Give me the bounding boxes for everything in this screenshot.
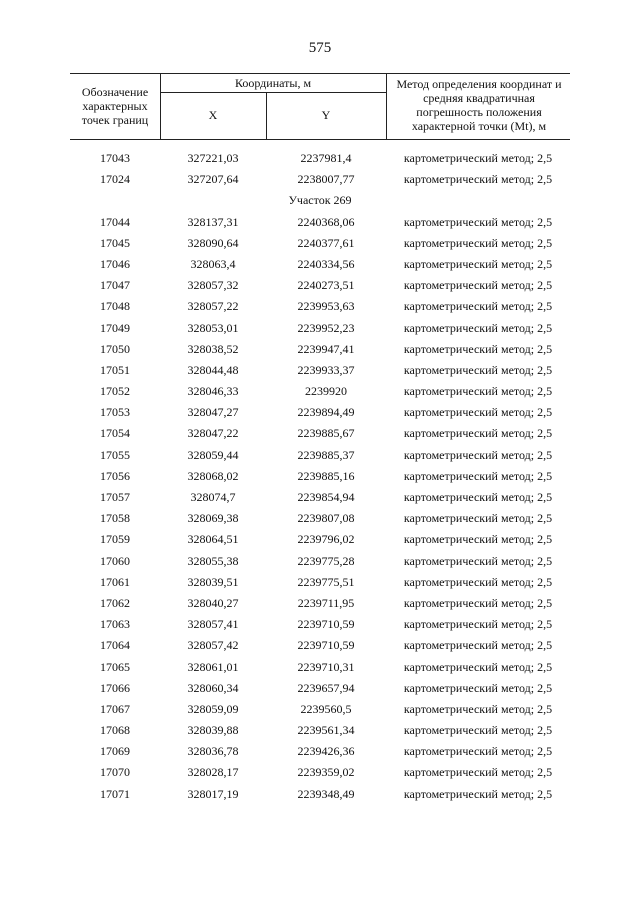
point-id-cell: 17059	[100, 532, 130, 547]
method-cell: картометрический метод; 2,5	[403, 256, 553, 271]
y-cell: 2239775,28	[297, 553, 355, 568]
method-cell: картометрический метод; 2,5	[403, 405, 553, 420]
table-row	[70, 275, 570, 296]
point-id-cell: 17050	[100, 341, 130, 356]
method-cell: картометрический метод; 2,5	[403, 574, 553, 589]
point-id-cell: 17063	[100, 617, 130, 632]
y-cell: 2239807,08	[297, 511, 355, 526]
y-cell: 2239710,31	[297, 659, 355, 674]
method-cell: картометрический метод; 2,5	[403, 320, 553, 335]
point-id-cell: 17058	[100, 511, 130, 526]
y-cell: 2239775,51	[297, 574, 355, 589]
table-row	[70, 784, 570, 805]
col-divider	[386, 73, 387, 140]
x-cell: 328047,27	[187, 405, 239, 420]
y-cell: 2239796,02	[297, 532, 355, 547]
table-row	[70, 148, 570, 169]
x-cell: 328057,22	[187, 299, 239, 314]
method-cell: картометрический метод; 2,5	[403, 511, 553, 526]
x-cell: 328017,19	[187, 786, 239, 801]
point-id-cell: 17066	[100, 680, 130, 695]
x-cell: 328068,02	[187, 468, 239, 483]
header-coordinates: Координаты, м	[234, 76, 312, 90]
point-id-cell: 17055	[100, 447, 130, 462]
y-cell: 2239657,94	[297, 680, 355, 695]
page-number: 575	[308, 40, 332, 56]
method-cell: картометрический метод; 2,5	[403, 468, 553, 483]
point-id-cell: 17053	[100, 405, 130, 420]
x-cell: 328057,41	[187, 617, 239, 632]
y-cell: 2239426,36	[297, 744, 355, 759]
header-x: X	[208, 108, 218, 122]
point-id-cell: 17048	[100, 299, 130, 314]
point-id-cell: 17057	[100, 490, 130, 504]
point-id-cell: 17056	[100, 468, 130, 483]
table-row	[70, 423, 570, 444]
y-cell: 2239854,94	[297, 490, 355, 504]
x-cell: 328059,09	[187, 701, 239, 716]
y-cell: 2239933,37	[297, 362, 355, 377]
y-cell: 2239561,34	[297, 723, 355, 738]
coordinates-divider	[160, 92, 386, 93]
table-body	[70, 148, 570, 805]
method-cell: картометрический метод; 2,5	[403, 341, 553, 356]
table-row	[70, 254, 570, 275]
method-cell: картометрический метод; 2,5	[403, 426, 553, 441]
method-cell: картометрический метод; 2,5	[403, 532, 553, 547]
method-cell: картометрический метод; 2,5	[403, 553, 553, 568]
y-cell: 2239952,23	[297, 320, 355, 335]
x-cell: 328046,33	[187, 384, 239, 399]
x-cell: 328039,88	[187, 723, 239, 738]
x-cell: 327207,64	[187, 172, 239, 187]
method-cell: картометрический метод; 2,5	[403, 362, 553, 377]
method-cell: картометрический метод; 2,5	[403, 214, 553, 229]
y-cell: 2239947,41	[297, 341, 355, 356]
table-row	[70, 466, 570, 487]
y-cell: 2239920	[305, 384, 347, 399]
table-row	[70, 551, 570, 572]
x-cell: 328059,44	[187, 447, 239, 462]
table-row	[70, 296, 570, 317]
table-row	[70, 169, 570, 190]
point-id-cell: 17068	[100, 723, 130, 738]
point-id-cell: 17067	[100, 701, 130, 716]
method-cell: картометрический метод; 2,5	[403, 701, 553, 716]
point-id-cell: 17052	[100, 384, 130, 399]
x-cell: 328074,7	[190, 490, 236, 504]
y-cell: 2240368,06	[297, 214, 355, 229]
table-row	[70, 529, 570, 550]
point-id-cell: 17069	[100, 744, 130, 759]
table-row	[70, 699, 570, 720]
header-top-rule	[70, 73, 570, 74]
method-cell: картометрический метод; 2,5	[403, 172, 553, 187]
x-cell: 328069,38	[187, 511, 239, 526]
method-cell: картометрический метод; 2,5	[403, 659, 553, 674]
point-id-cell: 17060	[100, 553, 130, 568]
table-row	[70, 318, 570, 339]
x-cell: 328039,51	[187, 574, 239, 589]
point-id-cell: 17065	[100, 659, 130, 674]
method-cell: картометрический метод; 2,5	[403, 235, 553, 250]
point-id-cell: 17064	[100, 638, 130, 653]
x-cell: 328057,42	[187, 638, 239, 653]
method-cell: картометрический метод; 2,5	[403, 786, 553, 801]
x-cell: 328055,38	[187, 553, 239, 568]
y-cell: 2240334,56	[297, 256, 355, 271]
table-row	[70, 762, 570, 783]
point-id-cell: 17047	[100, 278, 130, 293]
method-cell: картометрический метод; 2,5	[403, 617, 553, 632]
section-heading	[70, 190, 570, 211]
x-cell: 328137,31	[187, 214, 239, 229]
point-id-cell: 17062	[100, 595, 130, 610]
header-method: Метод определения координат и средняя квадратичная погрешность положения характерной точки (Mt), м	[396, 77, 562, 133]
point-id-cell: 17046	[100, 256, 130, 271]
method-cell: картометрический метод; 2,5	[403, 744, 553, 759]
x-cell: 328064,51	[187, 532, 239, 547]
header-designation: Обозначение характерных точек границ	[81, 85, 149, 127]
y-cell: 2240273,51	[297, 278, 355, 293]
x-cell: 328028,17	[187, 765, 239, 780]
x-cell: 328044,48	[187, 362, 239, 377]
method-cell: картометрический метод; 2,5	[403, 447, 553, 462]
table-header	[70, 73, 570, 140]
x-cell: 328036,78	[187, 744, 239, 759]
point-id-cell: 17049	[100, 320, 130, 335]
point-id-cell: 17054	[100, 426, 130, 441]
method-cell: картометрический метод; 2,5	[403, 723, 553, 738]
x-cell: 328053,01	[187, 320, 239, 335]
table-row	[70, 402, 570, 423]
header-y: Y	[321, 108, 331, 122]
point-id-cell: 17043	[100, 151, 130, 165]
x-cell: 328047,22	[187, 426, 239, 441]
section-label: Участок 269	[288, 193, 352, 208]
table-row	[70, 635, 570, 656]
x-cell: 328060,34	[187, 680, 239, 695]
table-row	[70, 233, 570, 254]
method-cell: картометрический метод; 2,5	[403, 278, 553, 293]
point-id-cell: 17061	[100, 574, 130, 589]
y-cell: 2239710,59	[297, 638, 355, 653]
table-row	[70, 572, 570, 593]
table-row	[70, 445, 570, 466]
table-row	[70, 339, 570, 360]
point-id-cell: 17051	[100, 362, 130, 377]
y-cell: 2238007,77	[297, 172, 355, 187]
table-row	[70, 593, 570, 614]
x-cell: 328090,64	[187, 235, 239, 250]
x-cell: 328061,01	[187, 659, 239, 674]
method-cell: картометрический метод; 2,5	[403, 765, 553, 780]
table-row	[70, 487, 570, 508]
x-cell: 327221,03	[187, 151, 239, 165]
y-cell: 2239885,67	[297, 426, 355, 441]
method-cell: картометрический метод; 2,5	[403, 595, 553, 610]
method-cell: картометрический метод; 2,5	[403, 151, 553, 165]
y-cell: 2239560,5	[300, 701, 352, 716]
y-cell: 2239710,59	[297, 617, 355, 632]
y-cell: 2239885,37	[297, 447, 355, 462]
table-row	[70, 212, 570, 233]
point-id-cell: 17070	[100, 765, 130, 780]
method-cell: картометрический метод; 2,5	[403, 384, 553, 399]
table-row	[70, 381, 570, 402]
x-cell: 328057,32	[187, 278, 239, 293]
table-row	[70, 678, 570, 699]
point-id-cell: 17045	[100, 235, 130, 250]
method-cell: картометрический метод; 2,5	[403, 638, 553, 653]
y-cell: 2239348,49	[297, 786, 355, 801]
y-cell: 2239359,02	[297, 765, 355, 780]
y-cell: 2239885,16	[297, 468, 355, 483]
point-id-cell: 17071	[100, 786, 130, 801]
point-id-cell: 17024	[100, 172, 130, 187]
y-cell: 2239894,49	[297, 405, 355, 420]
table-row	[70, 657, 570, 678]
point-id-cell: 17044	[100, 214, 130, 229]
table-row	[70, 614, 570, 635]
y-cell: 2237981,4	[300, 151, 352, 165]
method-cell: картометрический метод; 2,5	[403, 490, 553, 504]
header-bottom-rule	[70, 139, 570, 140]
y-cell: 2239953,63	[297, 299, 355, 314]
table-row	[70, 360, 570, 381]
method-cell: картометрический метод; 2,5	[403, 680, 553, 695]
table-row	[70, 508, 570, 529]
y-cell: 2239711,95	[297, 595, 355, 610]
method-cell: картометрический метод; 2,5	[403, 299, 553, 314]
table-row	[70, 720, 570, 741]
x-cell: 328038,52	[187, 341, 239, 356]
x-cell: 328040,27	[187, 595, 239, 610]
y-cell: 2240377,61	[297, 235, 355, 250]
x-cell: 328063,4	[190, 256, 236, 271]
table-row	[70, 741, 570, 762]
